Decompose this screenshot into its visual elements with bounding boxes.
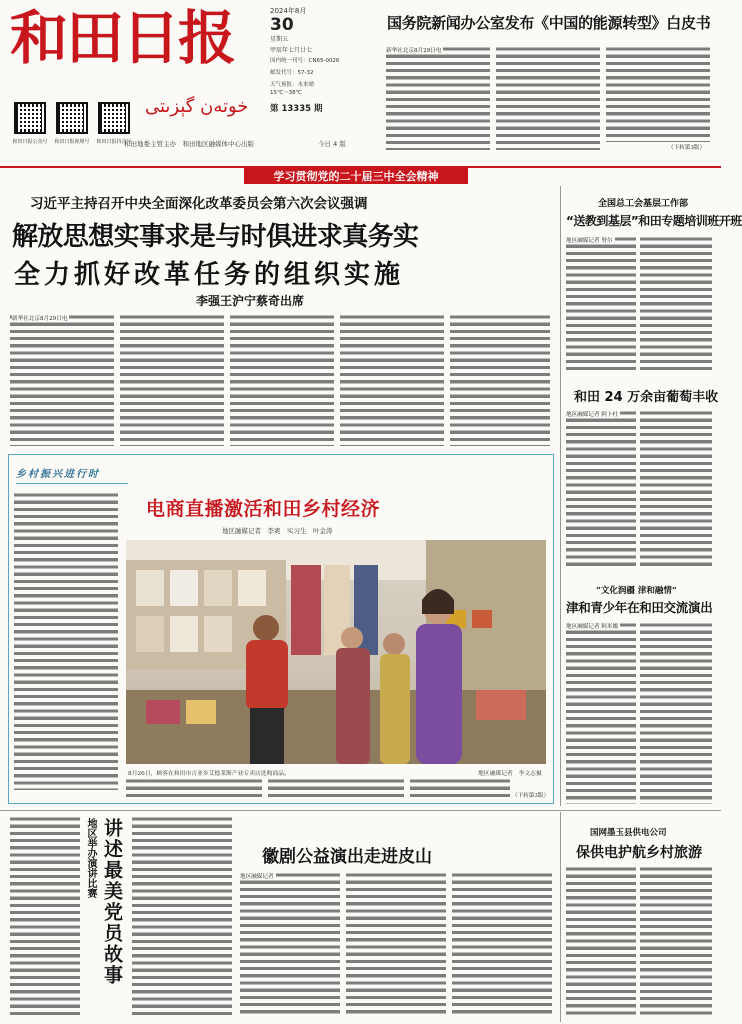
feature-tag-text: 乡村振兴进行时 — [16, 469, 100, 480]
newspaper-title: 和田日报 — [10, 4, 235, 72]
feature-byline: 地区融媒记者 李爽 实习生 叶金涛 — [222, 527, 333, 535]
qr-code-douyin — [98, 102, 130, 134]
sponsor-line — [124, 139, 254, 148]
lead-subtitle: 李强王沪宁蔡奇出席 — [196, 294, 305, 308]
speech-column-1 — [10, 816, 80, 1016]
opera-reporter: 地区融媒记者 — [240, 874, 274, 880]
photo-caption: 8月26日，顾客在和田市吉亚乡艾德莱斯产业专卖店选购商品。 — [128, 771, 290, 777]
issue-lunar: 甲辰年七月廿七 — [270, 47, 313, 54]
top-news-headline: 国务院新闻办公室发布《中国的能源转型》白皮书 — [387, 14, 711, 32]
banner — [244, 168, 468, 184]
photo-credit: 地区融媒记者 李文志摄 — [478, 771, 542, 777]
union-title: “送教到基层”和田专题培训班开班 — [566, 214, 742, 228]
speech-vertical-title: 讲述最美党员故事 — [101, 818, 123, 986]
grape-reporter: 地区融媒记者 阿卜杜 — [566, 412, 619, 418]
feature-more: （下转第3版） — [512, 793, 550, 799]
speech-column-2 — [132, 816, 232, 1016]
issue-number: 第 13335 期 — [270, 104, 323, 114]
lead-title-2: 全力抓好改革任务的组织实施 — [14, 260, 405, 290]
banner-text: 学习贯彻党的二十届三中全会精神 — [273, 170, 439, 183]
lead-column-4 — [340, 314, 444, 446]
culture-reporter: 地区融媒记者 阿米娜 — [566, 624, 619, 630]
qr-code-video — [56, 102, 88, 134]
issue-date: 2024年8月 — [270, 7, 307, 15]
power-divider — [560, 812, 561, 1022]
grape-title: 和田 24 万余亩葡萄丰收 — [574, 390, 719, 405]
union-kicker: 全国总工会基层工作部 — [598, 199, 689, 209]
culture-kicker: “文化润疆 津和融情” — [596, 586, 677, 596]
qr-label-douyin: 和田日报抖音号 — [96, 139, 132, 145]
lead-column-1 — [10, 314, 114, 446]
feature-title: 电商直播激活和田乡村经济 — [146, 498, 381, 520]
bottom-rule — [0, 810, 721, 811]
union-column-1 — [566, 236, 636, 374]
shop-interior-illustration — [126, 540, 546, 764]
opera-column-1 — [240, 872, 340, 1016]
date-block — [270, 6, 370, 114]
grape-column-2 — [640, 410, 712, 570]
opera-column-3 — [452, 872, 552, 1016]
feature-column-4 — [410, 778, 510, 798]
union-column-2 — [640, 236, 712, 374]
uyghur-title: خوتەن گېزىتى — [145, 96, 249, 117]
feature-column-1 — [14, 492, 118, 790]
masthead — [0, 0, 721, 160]
lead-column-2 — [120, 314, 224, 446]
union-reporter: 地区融媒记者 努尔 — [566, 238, 613, 244]
culture-title: 津和青少年在和田交流演出 — [566, 600, 713, 615]
power-kicker: 国网墨玉县供电公司 — [590, 828, 667, 838]
culture-column-1 — [566, 622, 636, 804]
postal-code: 邮发代号：57-32 — [270, 70, 314, 76]
weather: 天气预报：未来晴 15℃～38℃ — [270, 82, 326, 96]
lead-column-5 — [450, 314, 550, 446]
culture-column-2 — [640, 622, 712, 804]
power-column-1 — [566, 866, 636, 1016]
feature-tag — [16, 460, 128, 484]
lead-dateline: 新华社北京8月29日电 — [12, 316, 68, 322]
right-divider — [560, 186, 561, 806]
top-news-column-1 — [386, 46, 490, 150]
qr-code-wechat — [14, 102, 46, 134]
top-news-more: （下转第3版） — [668, 145, 706, 151]
feature-photo — [126, 540, 546, 764]
grape-column-1 — [566, 410, 636, 570]
lead-column-3 — [230, 314, 334, 446]
lead-kicker: 习近平主持召开中央全面深化改革委员会第六次会议强调 — [30, 196, 368, 212]
top-news-dateline: 新华社北京8月29日电 — [386, 48, 442, 54]
lead-title-1: 解放思想实事求是与时俱进求真务实 — [12, 222, 419, 252]
speech-side-title: 地区举办演讲比赛 — [85, 818, 96, 898]
qr-label-wechat: 和田日报公众号 — [12, 139, 48, 145]
qr-label-video: 和田日报视频号 — [54, 139, 90, 145]
top-news-column-3 — [606, 46, 710, 142]
feature-column-2 — [126, 778, 262, 798]
sponsor-text: 和田地委主管主办 和田地区融媒体中心出版 — [124, 140, 254, 148]
opera-column-2 — [346, 872, 446, 1016]
issue-weekday: 星期五 — [270, 36, 289, 43]
cn-number: 国内统一刊号：CN65-0026 — [270, 58, 340, 64]
page-count: 今日 4 版 — [318, 140, 346, 148]
opera-title: 徽剧公益演出走进皮山 — [262, 847, 432, 867]
power-column-2 — [640, 866, 712, 1016]
issue-day: 30 — [270, 15, 294, 35]
feature-column-3 — [268, 778, 404, 798]
power-title: 保供电护航乡村旅游 — [576, 845, 702, 861]
top-news-column-2 — [496, 46, 600, 150]
